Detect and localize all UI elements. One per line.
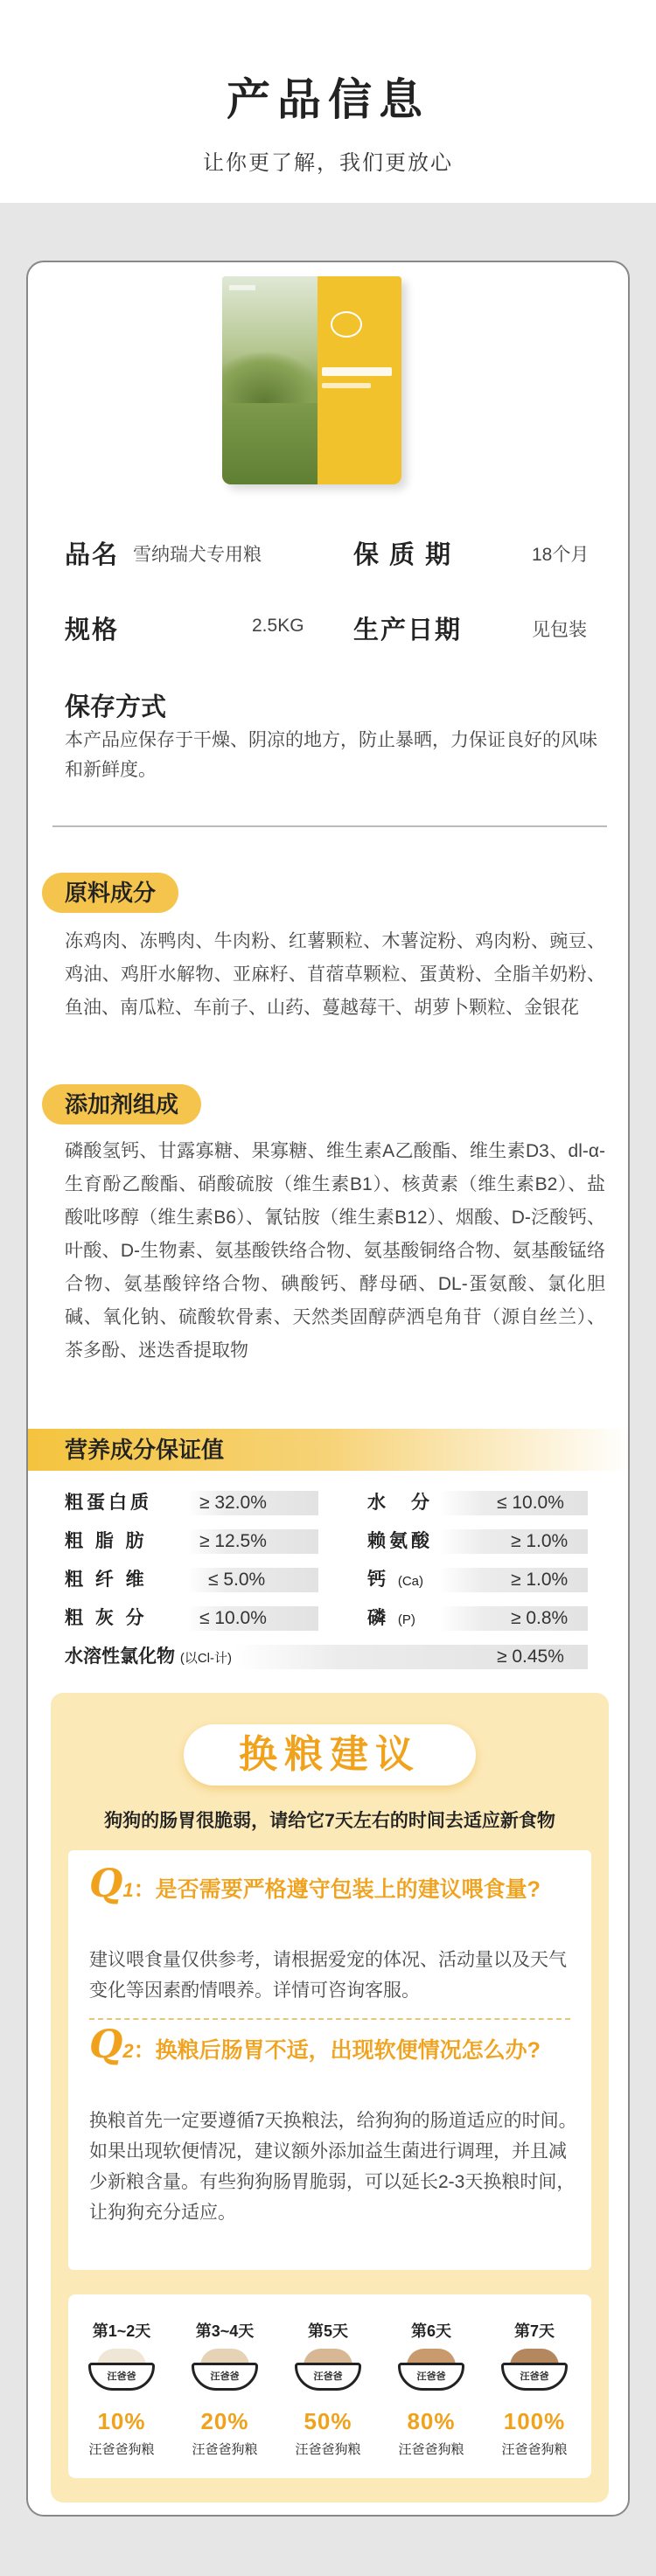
nutrient-unit: (P) (397, 1612, 415, 1627)
nutrient-label: 磷 (367, 1608, 389, 1628)
day-step (380, 2294, 482, 2478)
storage-text: 本产品应保存于干燥、阴凉的地方，防止暴晒，力保证良好的风味和新鲜度。 (65, 730, 597, 780)
bowl-text: 汪爸爸 (313, 2371, 343, 2382)
spec-row (28, 535, 630, 610)
food-bowl-icon (88, 2345, 155, 2392)
nutrient-value: ≥ 12.5% (199, 1531, 267, 1551)
bag-hills-art (222, 351, 327, 403)
q-mark: Q (89, 2023, 123, 2067)
spec-val-shelf: 18个月 (532, 545, 590, 565)
day-label: 第6天 (410, 2322, 451, 2340)
ingredients-text: 冻鸡肉、冻鸭肉、牛肉粉、红薯颗粒、木薯淀粉、鸡肉粉、豌豆、鸡油、鸡肝水解物、亚麻籽、苜蓿草颗粒、蛋黄粉、全脂羊奶粉、鱼油、南瓜粒、车前子、山药、蔓越莓干、胡萝卜颗粒、金银花 (65, 931, 605, 1018)
feeding-advice-panel (51, 1693, 609, 2503)
transition-schedule (68, 2294, 591, 2478)
day-label: 第1~2天 (92, 2322, 151, 2340)
section-divider (52, 825, 607, 827)
day-label: 第3~4天 (195, 2322, 255, 2340)
nutrient-name: 赖氨酸 (367, 1531, 433, 1551)
nutrient-value: ≤ 10.0% (199, 1608, 267, 1628)
day-note: 汪爸爸狗粮 (88, 2442, 155, 2457)
spec-key-size: 规格 (65, 616, 120, 644)
nutrition-row (28, 1563, 630, 1597)
day-percent: 10% (97, 2408, 146, 2434)
spec-val-name: 雪纳瑞犬专用粮 (133, 545, 262, 565)
day-percent: 50% (304, 2408, 352, 2434)
nutrient-name: 粗 灰 分 (65, 1608, 148, 1628)
brand-logo-icon (331, 311, 362, 338)
nutrient-value: ≤ 5.0% (208, 1570, 266, 1590)
day-percent: 80% (407, 2408, 456, 2434)
faq-box (68, 1850, 591, 2270)
nutrient-value: ≥ 1.0% (511, 1570, 569, 1590)
bowl-body (192, 2363, 258, 2391)
faq-answer-1: 建议喂食量仅供参考，请根据爱宠的体况、活动量以及天气变化等因素酌情喂养。详情可咨询客服。 (89, 1950, 567, 2001)
faq-question-1 (89, 1862, 579, 1906)
day-percent: 100% (503, 2408, 566, 2434)
page-subtitle: 让你更了解，我们更放心 (203, 151, 453, 175)
bag-label-bar (322, 367, 392, 376)
nutrient-unit: (以Cl-计) (179, 1651, 232, 1666)
nutrient-name (65, 1640, 232, 1675)
bowl-text: 汪爸爸 (210, 2371, 240, 2382)
nutrient-label: 钙 (367, 1570, 389, 1590)
spec-val-size: 2.5KG (252, 616, 304, 636)
advice-title: 换粮建议 (184, 1724, 476, 1786)
additives-text: 磷酸氢钙、甘露寡糖、果寡糖、维生素A乙酸酯、维生素D3、dl-α-生育酚乙酸酯、硝酸硫胺（维生素B1）、核黄素（维生素B2）、盐酸吡哆醇（维生素B6）、氰钴胺（维生素B12）、烟酸、D-泛酸钙、叶酸、D-生物素、氨基酸铁络合物、氨基酸铜络合物、氨基酸锰络合物、氨基酸锌络合物、碘酸钙、酵母硒、DL-蛋氨酸、氯化胆碱、氧化钠、硫酸软骨素、天然类固醇萨洒皂角苷（源自丝兰）、茶多酚、迷迭香提取物 (65, 1141, 605, 1361)
day-label: 第5天 (307, 2322, 348, 2340)
day-percent: 20% (200, 2408, 249, 2434)
nutrient-name: 粗蛋白质 (65, 1493, 152, 1513)
nutrition-row (28, 1602, 630, 1635)
page-header (0, 0, 656, 203)
bag-yellow-panel (318, 276, 401, 484)
bag-top-tab (229, 285, 255, 290)
spec-val-date: 见包装 (532, 620, 587, 640)
product-info-card (26, 261, 630, 2517)
spec-key-name: 品名 (65, 541, 120, 569)
nutrient-value: ≥ 0.8% (511, 1608, 569, 1628)
nutrition-row (28, 1486, 630, 1520)
advice-subtitle: 狗狗的肠胃很脆弱，请给它7天左右的时间去适应新食物 (104, 1811, 555, 1831)
day-note: 汪爸爸狗粮 (398, 2442, 464, 2457)
q-number: 1 (122, 1879, 134, 1901)
spec-key-date: 生产日期 (353, 616, 463, 644)
question-text: ：换粮后肠胃不适，出现软便情况怎么办? (133, 2038, 541, 2063)
nutrient-name: 水 分 (367, 1493, 433, 1513)
faq-divider (89, 2018, 570, 2020)
nutrition-row (28, 1525, 630, 1558)
day-step (174, 2294, 276, 2478)
bowl-body (295, 2363, 361, 2391)
page-title: 产品信息 (227, 75, 429, 124)
day-step (71, 2294, 172, 2478)
q-number: 2 (122, 2040, 134, 2062)
nutrient-name: 粗 脂 肪 (65, 1531, 148, 1551)
bowl-body (88, 2363, 155, 2391)
product-image (222, 271, 432, 500)
day-step (277, 2294, 379, 2478)
day-note: 汪爸爸狗粮 (501, 2442, 568, 2457)
q-mark: Q (89, 1862, 123, 1906)
faq-answer-2: 换粮首先一定要遵循7天换粮法，给狗狗的肠道适应的时间。如果出现软便情况，建议额外添加益生菌进行调理，并且减少新粮含量。有些狗狗肠胃脆弱，可以延长2-3天换粮时间，让狗狗充分适应。 (89, 2111, 577, 2223)
spec-key-shelf: 保 质 期 (353, 541, 453, 569)
bag-label-bar-small (322, 383, 371, 388)
spec-table (28, 535, 630, 686)
nutrient-value: ≥ 0.45% (497, 1647, 564, 1667)
question-text: ：是否需要严格遵守包装上的建议喂食量? (133, 1877, 541, 1902)
nutrient-name (367, 1563, 423, 1598)
day-label: 第7天 (513, 2322, 555, 2340)
product-bag (222, 276, 401, 484)
nutrition-row (28, 1640, 630, 1674)
storage-title: 保存方式 (65, 693, 167, 721)
day-note: 汪爸爸狗粮 (192, 2442, 258, 2457)
nutrient-label: 水溶性氯化物 (65, 1647, 175, 1667)
food-bowl-icon (295, 2345, 361, 2392)
nutrition-title: 营养成分保证值 (65, 1437, 225, 1463)
nutrient-unit: (Ca) (397, 1574, 424, 1589)
day-step (484, 2294, 585, 2478)
ingredients-title: 原料成分 (42, 873, 178, 913)
additives-title: 添加剂组成 (42, 1084, 201, 1124)
nutrient-value: ≥ 32.0% (199, 1493, 267, 1513)
bowl-text: 汪爸爸 (520, 2371, 549, 2382)
food-bowl-icon (192, 2345, 258, 2392)
bowl-body (398, 2363, 464, 2391)
faq-question-2 (89, 2023, 579, 2067)
nutrient-value: ≥ 1.0% (511, 1531, 569, 1551)
bowl-text: 汪爸爸 (416, 2371, 446, 2382)
bowl-body (501, 2363, 568, 2391)
nutrient-name: 粗 纤 维 (65, 1570, 148, 1590)
spec-row (28, 610, 630, 686)
day-note: 汪爸爸狗粮 (295, 2442, 361, 2457)
nutrient-value: ≤ 10.0% (497, 1493, 564, 1513)
food-bowl-icon (501, 2345, 568, 2392)
bowl-text: 汪爸爸 (107, 2371, 136, 2382)
nutrient-name (367, 1602, 415, 1637)
food-bowl-icon (398, 2345, 464, 2392)
